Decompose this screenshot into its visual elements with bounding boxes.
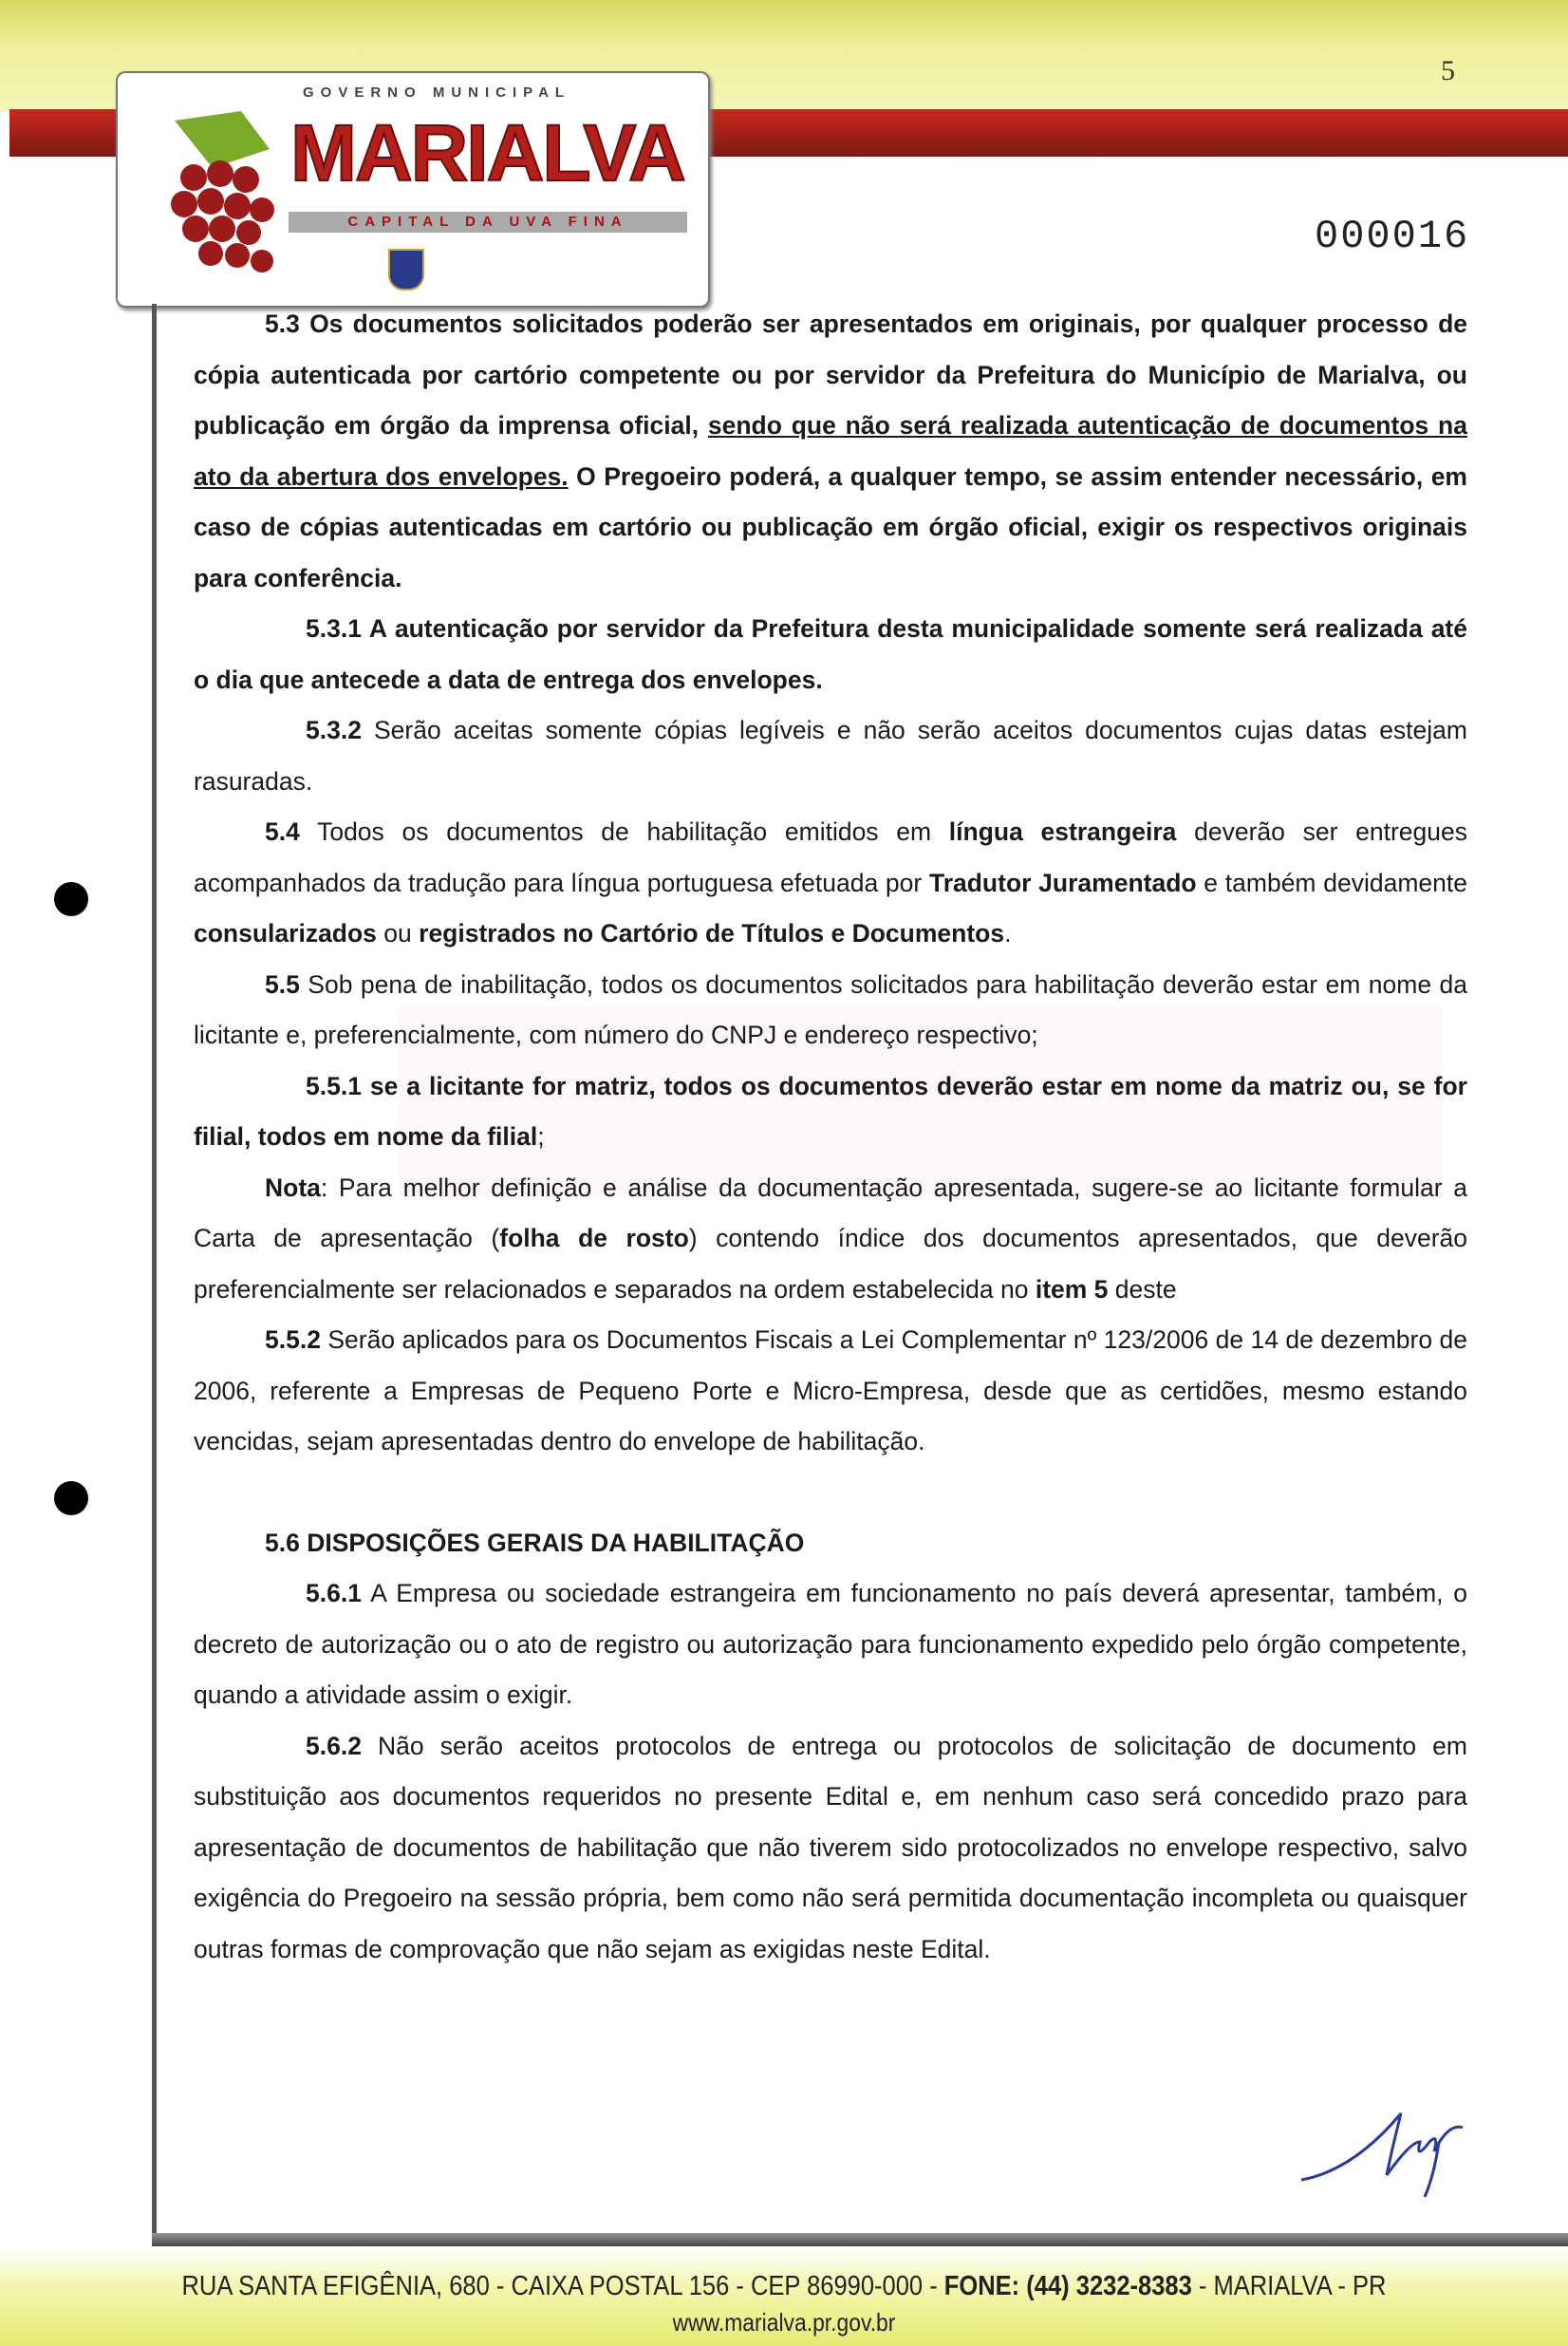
text-run: ou <box>376 919 420 948</box>
left-border <box>152 304 157 2237</box>
text-run: e também devidamente <box>1196 868 1467 897</box>
logo-top-text: GOVERNO MUNICIPAL <box>303 84 571 101</box>
phone: FONE: (44) 3232-8383 <box>943 2271 1192 2301</box>
paragraph <box>194 1061 1467 1163</box>
text-run: 5.3.2 <box>306 716 362 744</box>
text-run: 5.6 DISPOSIÇÕES GERAIS DA HABILITAÇÃO <box>265 1528 805 1557</box>
address-city: - MARIALVA - PR <box>1191 2271 1387 2301</box>
section-heading <box>194 1518 1467 1569</box>
paragraph <box>194 960 1467 1061</box>
logo-name: MARIALVA <box>290 108 684 197</box>
paragraph <box>194 1568 1467 1721</box>
text-run: 5.5 <box>265 969 300 999</box>
text-run: consularizados <box>194 919 377 948</box>
document-code: 000016 <box>1315 214 1470 259</box>
text-run: ; <box>537 1122 545 1151</box>
text-run: deverão ser entregues acompanhados da tradução para língua portuguesa efetuada por <box>194 817 1467 897</box>
text-run: A Empresa ou sociedade estrangeira em funcionamento no país deverá apresentar, também, o decreto de autorização ou o ato de registro ou autorização para funcionamento expedido pelo órgão competente, quando a atividade assim o exigir. <box>194 1579 1467 1709</box>
municipal-logo <box>116 71 710 308</box>
bottom-border <box>152 2233 1568 2246</box>
paragraph <box>194 705 1467 807</box>
text-run: 5.6.2 <box>306 1731 362 1760</box>
text-run: sendo que não será realizada autenticação de documentos na ato da abertura dos envelopes. <box>194 411 1467 491</box>
grapes-icon <box>156 111 289 282</box>
text-run: Nota <box>265 1173 321 1202</box>
paragraph <box>194 807 1467 960</box>
coat-of-arms-icon <box>388 249 424 291</box>
text-run: língua estrangeira <box>948 817 1177 846</box>
text-run: Serão aplicados para os Documentos Fiscais a Lei Complementar nº 123/2006 de 14 de dezembro de 2006, referente a Empresas de Pequeno Porte e Micro-Empresa, desde que as certidões, mesmo estando vencidas, sejam apresentadas dentro do envelope de habilitação. <box>194 1325 1467 1455</box>
paragraph <box>194 299 1467 604</box>
text-run: ) contendo índice dos documentos apresentados, que deverão preferencialmente ser relacionados e separados na ordem estabelecida no <box>194 1224 1467 1304</box>
address-text: RUA SANTA EFIGÊNIA, 680 - CAIXA POSTAL 156 - CEP 86990-000 - <box>181 2271 944 2301</box>
binder-hole-icon <box>54 1481 88 1515</box>
text-run: item 5 <box>1035 1274 1109 1304</box>
footer-address <box>94 2271 1474 2302</box>
binder-hole-icon <box>54 882 88 916</box>
text-run: : Para melhor definição e análise da documentação apresentada, sugere-se ao licitante formular a Carta de apresentação ( <box>194 1173 1467 1252</box>
paragraph <box>194 604 1467 705</box>
text-run: folha de rosto <box>499 1224 689 1252</box>
paragraph <box>194 1721 1467 1976</box>
text-run: Todos os documentos de habilitação emitidos em <box>299 817 949 846</box>
footer-website-link[interactable]: www.marialva.pr.gov.br <box>672 2308 896 2337</box>
logo-tagline: CAPITAL DA UVA FINA <box>289 212 687 233</box>
document-body <box>194 299 1467 1975</box>
paragraph <box>194 1163 1467 1316</box>
text-run: . <box>1004 919 1012 948</box>
text-run: 5.4 <box>265 817 300 846</box>
text-run: 5.3 Os documentos solicitados poderão ser apresentados em originais, por qualquer processo de cópia autenticada por cartório competente ou por servidor da Prefeitura do Município de Marialva, ou publicação em órgão da imprensa oficial, <box>194 310 1467 440</box>
text-run: 5.6.1 <box>306 1579 362 1607</box>
text-run: Sob pena de inabilitação, todos os documentos solicitados para habilitação deverão estar em nome da licitante e, preferencialmente, com número do CNPJ e endereço respectivo; <box>194 969 1467 1049</box>
text-run: 5.3.1 A autenticação por servidor da Prefeitura desta municipalidade somente será realizada até o dia que antecede a data de entrega dos envelopes. <box>194 614 1467 694</box>
paragraph <box>194 1315 1467 1468</box>
text-run: 5.5.2 <box>265 1325 321 1354</box>
text-run: 5.5.1 se a licitante for matriz, todos os documentos deverão estar em nome da matriz ou, se for filial, todos em nome da filial <box>194 1071 1467 1151</box>
text-run: deste <box>1108 1274 1177 1304</box>
text-run: O Pregoeiro poderá, a qualquer tempo, se assim entender necessário, em caso de cópias autenticadas em cartório ou publicação em órgão oficial, exigir os respectivos originais para conferência. <box>194 461 1467 592</box>
signature <box>1297 2085 1467 2199</box>
text-run: registrados no Cartório de Títulos e Documentos <box>419 919 1005 948</box>
page-number: 5 <box>1441 55 1455 86</box>
text-run: Não serão aceitos protocolos de entrega ou protocolos de solicitação de documento em substituição aos documentos requeridos no presente Edital e, em nenhum caso será concedido prazo para apresentação de documentos de habilitação que não tiverem sido protocolizados no envelope respectivo, salvo exigência do Pregoeiro na sessão própria, bem como não será permitida documentação incompleta ou quaisquer outras formas de comprovação que não sejam as exigidas neste Edital. <box>194 1731 1467 1963</box>
text-run: Serão aceitas somente cópias legíveis e não serão aceitos documentos cujas datas estejam rasuradas. <box>194 716 1467 796</box>
text-run: Tradutor Juramentado <box>928 868 1197 897</box>
